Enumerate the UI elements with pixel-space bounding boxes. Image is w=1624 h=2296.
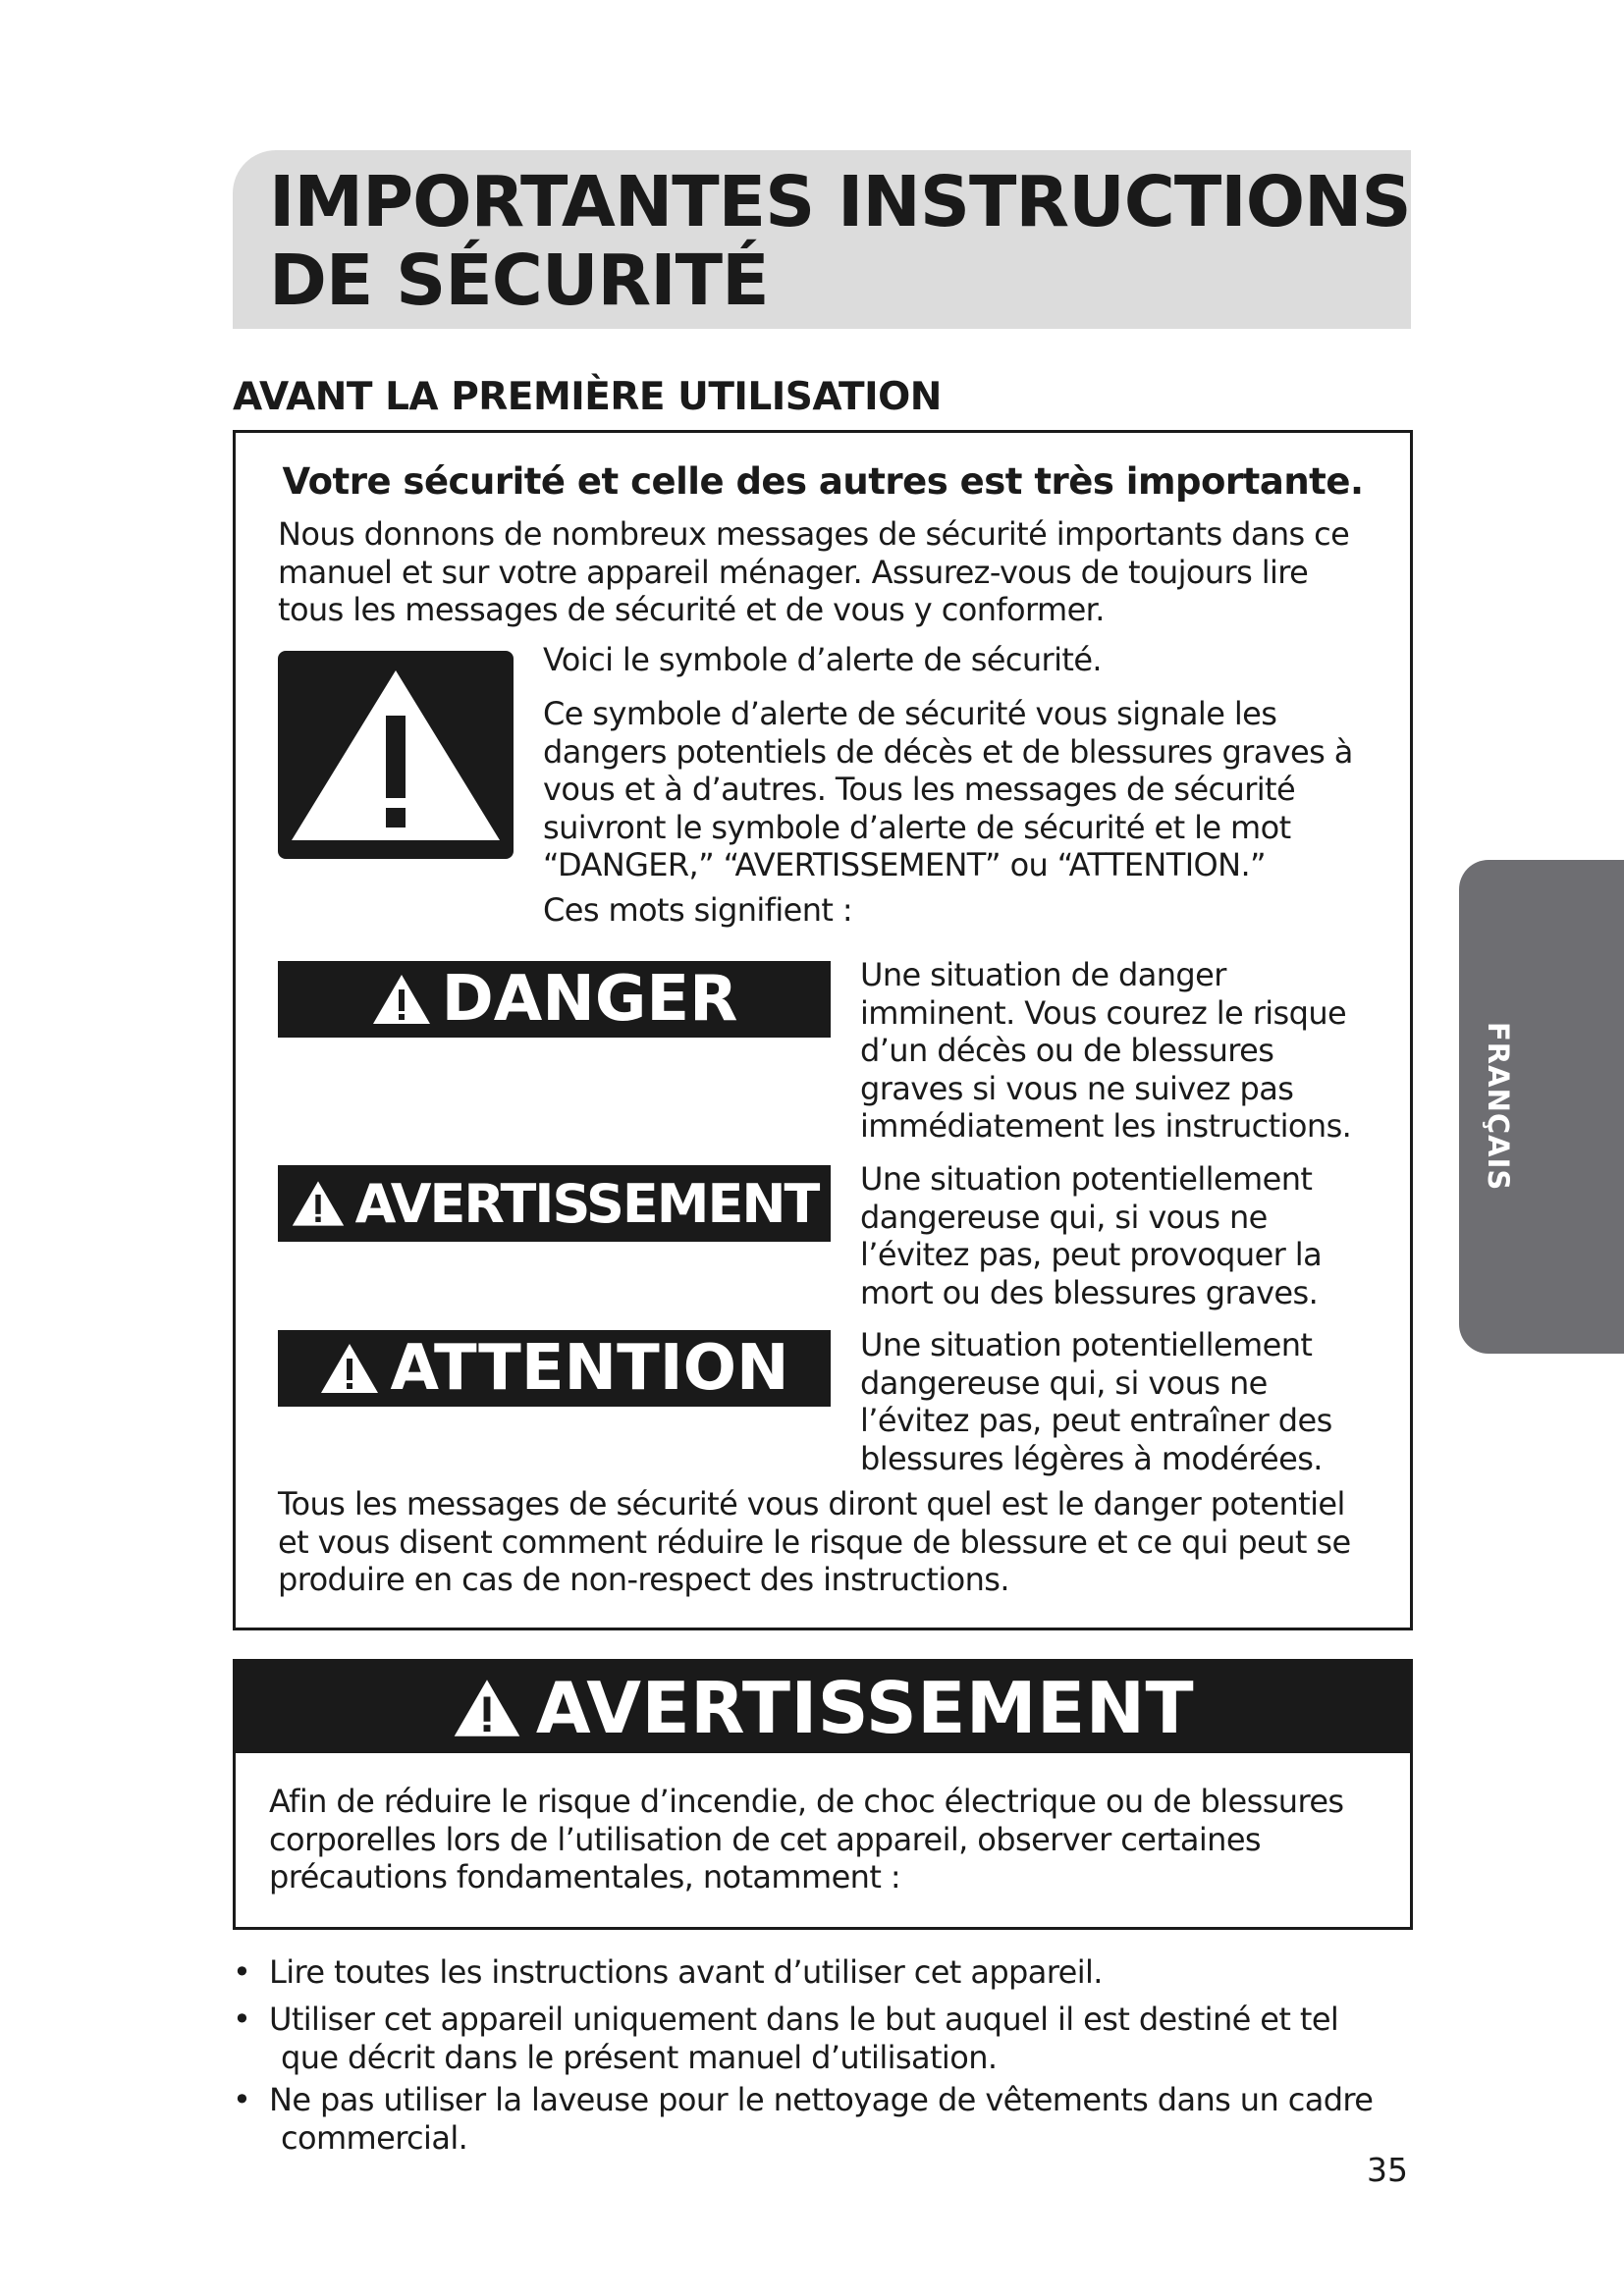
danger-description [860,956,1351,1146]
symbol-explanation [543,695,1353,884]
safety-closing [278,1485,1351,1599]
attention-label [278,1330,831,1407]
text-line: dangereuse qui, si vous ne [860,1363,1268,1402]
warning-header-text: AVERTISSEMENT [535,1666,1195,1749]
text-line: mort ou des blessures graves. [860,1273,1319,1311]
bullet-icon: • [233,1953,251,1991]
warning-box [233,1659,1413,1930]
danger-label [278,961,831,1038]
text-line: commercial. [281,2118,468,2157]
list-item-text [269,2081,1373,2157]
warning-triangle-icon [452,1678,522,1738]
avertissement-label-text: AVERTISSEMENT [354,1172,819,1235]
text-line: Lire toutes les instructions avant d’utiliser cet appareil. [269,1953,1103,1991]
warning-body [269,1783,1343,1896]
text-line: dangers potentiels de décès et de blessures graves à [543,732,1353,771]
text-line: imminent. Vous courez le risque [860,993,1347,1032]
text-line: et vous disent comment réduire le risque de blessure et ce qui peut se [278,1522,1351,1561]
danger-label-text: DANGER [441,963,738,1036]
text-line: Tous les messages de sécurité vous diront quel est le danger potentiel [278,1485,1345,1522]
text-line: suivront le symbole d’alerte de sécurité et le mot [543,808,1291,846]
text-line: tous les messages de sécurité et de vous y conformer. [278,591,1105,628]
page-number: 35 [1367,2151,1408,2189]
text-line: graves si vous ne suivez pas [860,1069,1294,1107]
warning-triangle-icon [291,1179,346,1228]
list-item-text [269,2001,1338,2076]
section-heading: AVANT LA PREMIÈRE UTILISATION [233,375,942,419]
safety-alert-symbol-icon [278,651,514,859]
avertissement-label [278,1165,831,1242]
text-line: Une situation potentiellement [860,1326,1313,1363]
text-line: l’évitez pas, peut entraîner des [860,1402,1332,1439]
text-line: Ne pas utiliser la laveuse pour le nettoyage de vêtements dans un cadre [269,2081,1374,2118]
text-line: l’évitez pas, peut provoquer la [860,1236,1323,1273]
safety-intro [278,515,1349,629]
text-line: Utiliser cet appareil uniquement dans le but auquel il est destiné et tel [269,2001,1339,2038]
text-line: Afin de réduire le risque d’incendie, de choc électrique ou de blessures [269,1783,1344,1820]
avertissement-description [860,1160,1322,1311]
text-line: que décrit dans le présent manuel d’utilisation. [281,2038,998,2076]
safety-message-box [233,430,1413,1630]
page-title [269,161,1411,321]
attention-description [860,1326,1332,1477]
text-line: manuel et sur votre appareil ménager. Assurez-vous de toujours lire [278,553,1309,591]
meaning-lead: Ces mots signifient : [543,891,853,929]
text-line: produire en cas de non-respect des instructions. [278,1561,1009,1598]
page-title-line-1: IMPORTANTES INSTRUCTIONS [269,161,1411,242]
bullet-icon: • [233,2001,251,2038]
attention-label-text: ATTENTION [390,1332,789,1405]
text-line: dangereuse qui, si vous ne [860,1198,1268,1236]
warning-triangle-icon [371,973,432,1026]
text-line: Une situation de danger [860,956,1226,993]
text-line: Une situation potentiellement [860,1160,1313,1198]
bullet-icon: • [233,2081,251,2118]
warning-triangle-icon [319,1342,380,1395]
text-line: vous et à d’autres. Tous les messages de sécurité [543,771,1296,808]
text-line: Nous donnons de nombreux messages de sécurité importants dans ce [278,515,1350,553]
list-item-text [269,1953,1103,1992]
text-line: blessures légères à modérées. [860,1439,1323,1477]
text-line: d’un décès ou de blessures [860,1032,1274,1069]
warning-header [236,1662,1410,1753]
safety-box-heading: Votre sécurité et celle des autres est très importante. [282,460,1364,503]
language-tab-text: FRANÇAIS [1482,1022,1515,1192]
text-line: corporelles lors de l’utilisation de cet appareil, observer certaines [269,1820,1261,1858]
text-line: précautions fondamentales, notamment : [269,1858,901,1896]
text-line: “DANGER,” “AVERTISSEMENT” ou “ATTENTION.” [543,846,1267,883]
text-line: Ce symbole d’alerte de sécurité vous signale les [543,695,1277,732]
text-line: immédiatement les instructions. [860,1107,1352,1145]
language-tab-label [1459,860,1538,1354]
page-title-line-2: DE SÉCURITÉ [269,240,769,321]
symbol-caption: Voici le symbole d’alerte de sécurité. [543,641,1102,678]
